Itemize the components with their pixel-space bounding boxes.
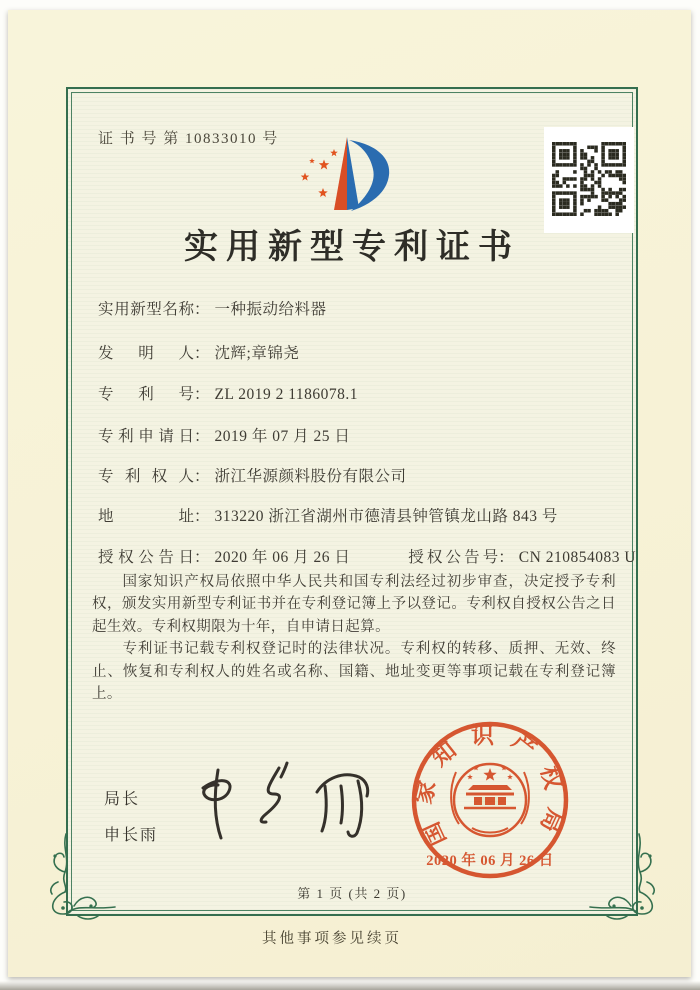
field-value: CN 210854083 U: [518, 549, 637, 566]
scan-shadow: [0, 981, 700, 990]
field-label: 专利权人: [98, 468, 194, 485]
field-separator: ：: [194, 301, 210, 318]
certificate-number: 证 书 号 第 10833010 号: [98, 131, 279, 147]
field-value: 浙江华源颜料股份有限公司: [214, 468, 407, 485]
field-value: 2019 年 07 月 25 日: [214, 428, 351, 445]
legal-body-text: [92, 571, 616, 705]
floral-ornament-icon: [588, 828, 683, 923]
qr-code: [552, 142, 626, 216]
continuation-note: 其他事项参见续页: [262, 931, 402, 947]
body-paragraph-2: 专利证书记载专利权登记时的法律状况。专利权的转移、质押、无效、终止、恢复和专利权人的姓名或名称、国籍、地址变更等事项记载在专利登记簿上。: [92, 641, 616, 703]
body-paragraph-1: 国家知识产权局依照中华人民共和国专利法经过初步审查，决定授予专利权，颁发实用新型专利证书并在专利登记簿上予以登记。专利权自授权公告之日起生效。专利权期限为十年，自申请日起算。: [92, 574, 616, 635]
field-value: 2020 年 06 月 26 日: [214, 549, 351, 566]
field-label: 专利号: [98, 386, 194, 403]
field-address: [98, 504, 558, 526]
field-separator: ：: [194, 428, 210, 445]
qr-code-panel: [544, 127, 634, 233]
field-separator: ：: [194, 468, 210, 485]
field-value: 313220 浙江省湖州市德清县钟管镇龙山路 843 号: [214, 508, 558, 525]
field-patentee: [98, 464, 407, 486]
director-name: 申长雨: [104, 827, 159, 844]
seal-org-text: 国家知识产权局: [410, 723, 570, 850]
field-grant-date: [98, 549, 354, 566]
field-separator: ：: [194, 508, 210, 525]
officer-block: [104, 786, 158, 845]
signature-icon: [190, 756, 385, 851]
field-label: 专利申请日: [98, 428, 194, 445]
field-value: 一种振动给料器: [214, 301, 327, 318]
field-separator: ：: [194, 345, 210, 362]
official-seal-icon: [402, 712, 578, 888]
field-separator: ：: [194, 386, 210, 403]
director-title: 局长: [104, 791, 141, 808]
field-inventor: [98, 341, 299, 363]
floral-ornament-icon: [22, 828, 117, 923]
field-separator: ：: [194, 549, 210, 566]
field-grant-number: [408, 545, 636, 567]
field-value: ZL 2019 2 1186078.1: [214, 386, 359, 403]
page-number: 第 1 页 (共 2 页): [297, 886, 407, 901]
field-value: 沈辉;章锦尧: [214, 345, 300, 362]
field-label: 授权公告号: [408, 549, 499, 566]
field-separator: ：: [498, 549, 514, 566]
field-label: 地址: [98, 508, 194, 525]
seal-date: 2020 年 06 月 26 日: [426, 853, 554, 869]
field-label: 授权公告日: [98, 549, 194, 566]
field-filing-date: [98, 424, 350, 446]
field-utility-model-name: [98, 297, 327, 319]
field-label: 实用新型名称: [98, 301, 194, 318]
field-label: 发明人: [98, 345, 194, 362]
cnipa-patent-logo-icon: [288, 134, 422, 230]
field-patent-number: [98, 382, 358, 404]
certificate-title: 实用新型专利证书: [184, 229, 520, 266]
field-grant-row: [98, 545, 636, 567]
